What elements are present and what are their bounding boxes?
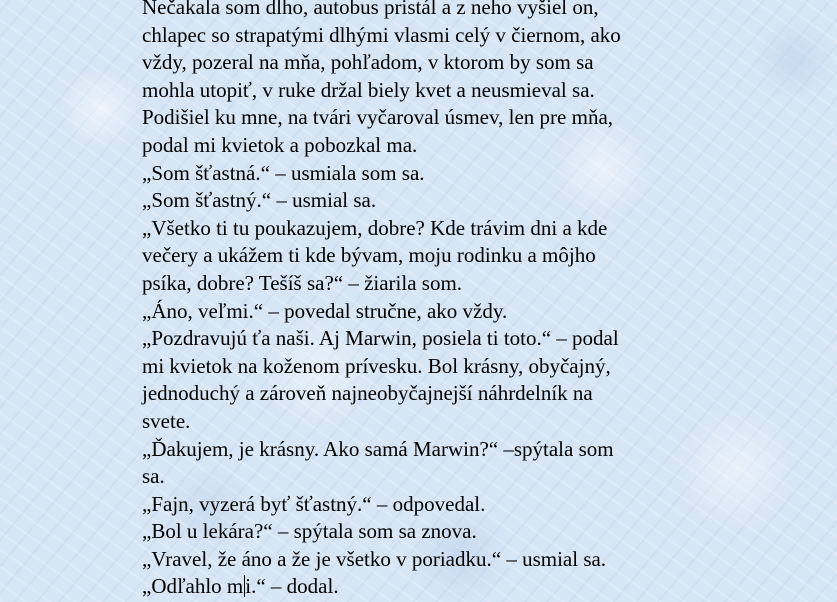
- text-line: „Ďakujem, je krásny. Ako samá Marwin?“ –spýtala som: [142, 436, 614, 461]
- text-after-cursor: i.“ – dodal.: [245, 574, 339, 599]
- text-line: Nečakala som dlho, autobus pristál a z neho vyšiel on,: [142, 0, 599, 19]
- text-line: „Fajn, vyzerá byť šťastný.“ – odpovedal.: [142, 491, 486, 516]
- text-line: mohla utopiť, v ruke držal biely kvet a neusmieval sa.: [142, 77, 595, 102]
- text-line: „Som šťastný.“ – usmial sa.: [142, 188, 377, 213]
- text-line: jednoduchý a zároveň najneobyčajnejší náhrdelník na: [142, 381, 593, 406]
- text-line: mi kvietok na koženom prívesku. Bol krásny, obyčajný,: [142, 353, 611, 378]
- text-line: sa.: [142, 464, 165, 489]
- text-line: vždy, pozeral na mňa, pohľadom, v ktorom by som sa: [142, 50, 594, 75]
- text-line: „Vravel, že áno a že je všetko v poriadku.“ – usmial sa.: [142, 546, 607, 571]
- text-line: podal mi kvietok a pobozkal ma.: [142, 132, 418, 157]
- text-line: „Pozdravujú ťa naši. Aj Marwin, posiela ti toto.“ – podal: [142, 326, 619, 351]
- text-line: „Áno, veľmi.“ – povedal stručne, ako vždy.: [142, 298, 508, 323]
- text-line: „Som šťastná.“ – usmiala som sa.: [142, 160, 425, 185]
- text-line: „Všetko ti tu poukazujem, dobre? Kde trávim dni a kde: [142, 215, 608, 240]
- text-line: „Bol u lekára?“ – spýtala som sa znova.: [142, 519, 477, 544]
- document-page[interactable]: [142, 0, 702, 601]
- text-line: večery a ukážem ti kde bývam, moju rodinku a môjho: [142, 243, 596, 268]
- text-line: psíka, dobre? Tešíš sa?“ – žiarila som.: [142, 270, 463, 295]
- text-line: chlapec so strapatými dlhými vlasmi celý v čiernom, ako: [142, 22, 621, 47]
- text-line-with-cursor: [142, 573, 702, 601]
- text-line: svete.: [142, 408, 191, 433]
- text-line: Podišiel ku mne, na tvári vyčaroval úsmev, len pre mňa,: [142, 105, 614, 130]
- text-before-cursor: „Odľahlo m: [142, 574, 244, 599]
